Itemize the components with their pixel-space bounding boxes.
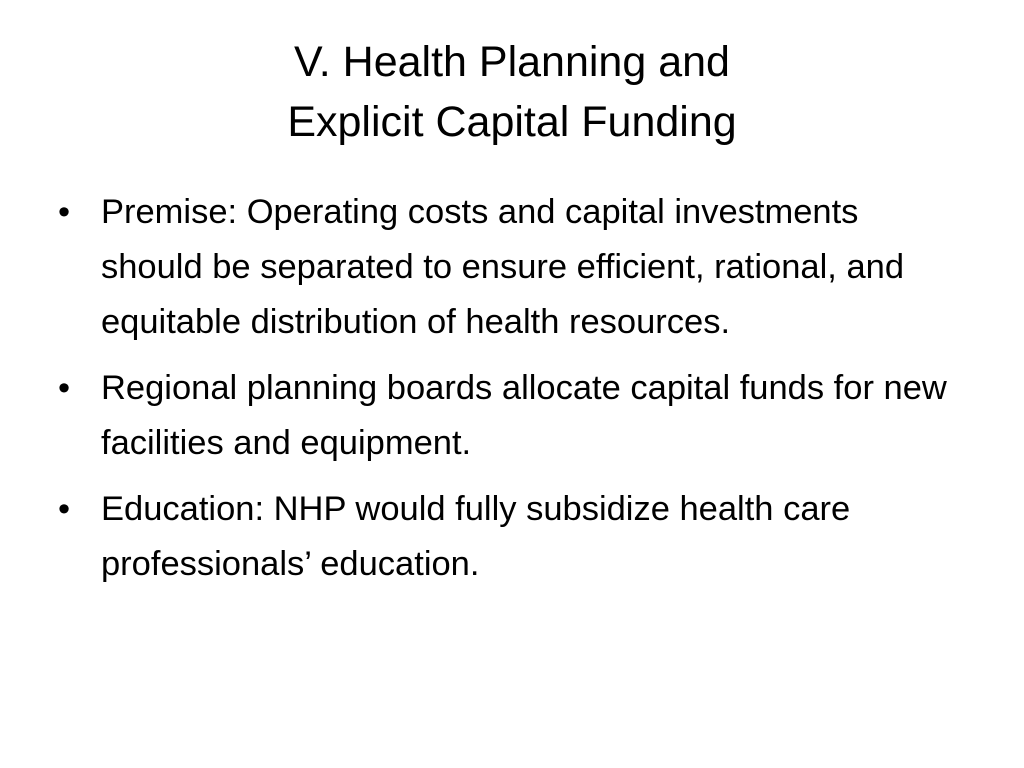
bullet-text: Regional planning boards allocate capital funds for new facilities and equipment. — [101, 369, 947, 462]
bullet-item-premise — [58, 185, 958, 350]
slide-title — [60, 32, 964, 152]
bullet-item-regional-planning — [58, 361, 958, 471]
bullet-text: Education: NHP would fully subsidize health care professionals’ education. — [101, 490, 851, 583]
title-line-2: Explicit Capital Funding — [287, 98, 737, 146]
bullet-marker: • — [58, 369, 71, 407]
bullet-marker: • — [58, 193, 71, 231]
bullet-item-education — [58, 482, 958, 592]
bullet-list — [58, 185, 958, 603]
title-line-1: V. Health Planning and — [294, 38, 730, 86]
bullet-text: Premise: Operating costs and capital investments should be separated to ensure efficient, rational, and equitable distribution of health resources. — [101, 193, 905, 341]
bullet-marker: • — [58, 490, 71, 528]
